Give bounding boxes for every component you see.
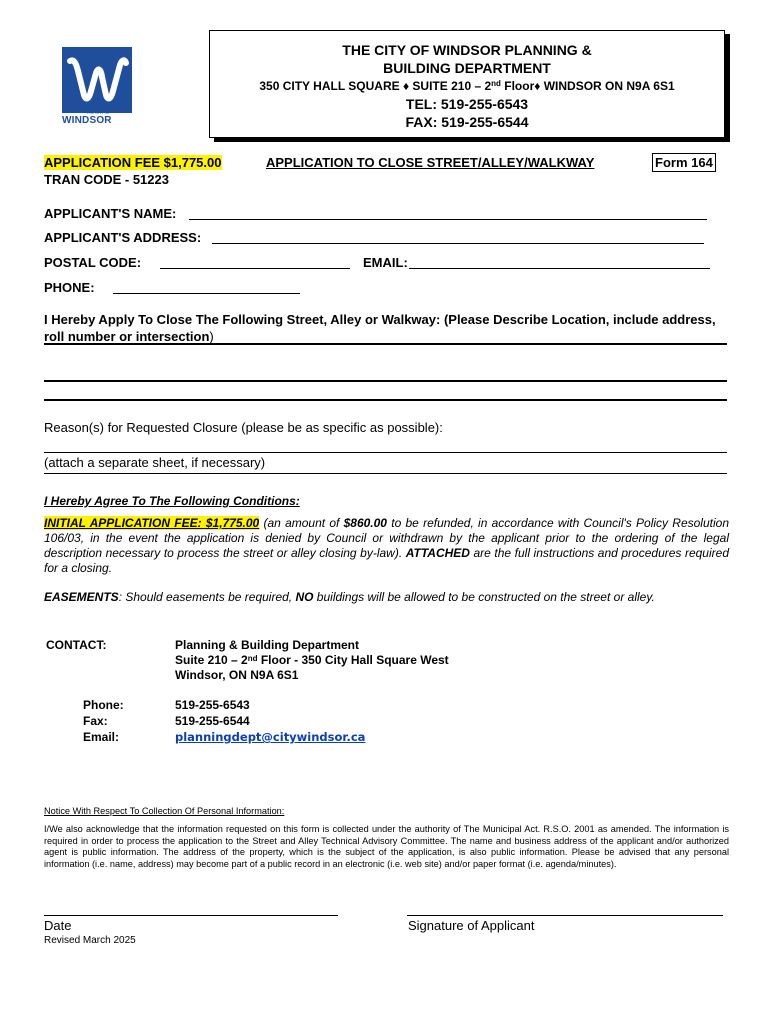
logo-small-text: THE CITY OF bbox=[86, 110, 111, 115]
notice-body: I/We also acknowledge that the information requested on this form is collected under the authority of The Municipal Act. R.S.O. 2001 as amended. The information is required in order to process the application to the Street and Alley Technical Advisory Committee. The name and business address of the applicant and/or authorized agent is public information. The address of the property, which is the subject of the application, is also public information. Please be advised that any personal information (i.e. name, address) may become part of a public record in an electronic (i.e. web site) and/or paper format (i.e. agenda/minutes). bbox=[44, 824, 729, 869]
logo-wordmark: WINDSOR bbox=[62, 115, 112, 126]
applicant-address-label: APPLICANT'S ADDRESS: bbox=[44, 230, 202, 245]
contact-label: CONTACT: bbox=[46, 638, 107, 652]
attach-note: (attach a separate sheet, if necessary) bbox=[44, 455, 266, 470]
contact-phone-label: Phone: bbox=[83, 698, 124, 712]
phone-field[interactable] bbox=[113, 293, 300, 294]
application-fee-block bbox=[44, 154, 222, 188]
contact-email-link[interactable]: planningdept@citywindsor.ca bbox=[175, 730, 366, 744]
location-line-3[interactable] bbox=[44, 399, 727, 401]
date-label: Date bbox=[44, 918, 72, 933]
reasons-label: Reason(s) for Requested Closure (please be as specific as possible): bbox=[44, 420, 443, 435]
department-name-line2: BUILDING DEPARTMENT bbox=[383, 60, 551, 76]
location-line-2[interactable] bbox=[44, 380, 727, 382]
contact-address: Planning & Building Department Suite 210 – 2nd Floor - 350 City Hall Square West Windsor, ON N9A 6S1 bbox=[175, 638, 449, 682]
form-number: Form 164 bbox=[652, 153, 716, 172]
department-name-line1: THE CITY OF WINDSOR PLANNING & bbox=[342, 42, 592, 58]
department-fax: FAX: 519-255-6544 bbox=[405, 114, 529, 130]
application-fee: APPLICATION FEE $1,775.00 bbox=[44, 155, 222, 170]
revised-date: Revised March 2025 bbox=[44, 935, 136, 946]
email-field[interactable] bbox=[409, 268, 710, 269]
postal-code-label: POSTAL CODE: bbox=[44, 255, 142, 270]
signature-field[interactable] bbox=[407, 915, 723, 916]
contact-fax-label: Fax: bbox=[83, 714, 108, 728]
applicant-address-field[interactable] bbox=[212, 243, 704, 244]
city-of-windsor-logo bbox=[62, 47, 132, 133]
department-tel: TEL: 519-255-6543 bbox=[405, 96, 529, 112]
contact-fax: 519-255-6544 bbox=[175, 714, 250, 728]
postal-code-field[interactable] bbox=[160, 268, 350, 269]
applicant-name-field[interactable] bbox=[189, 219, 707, 220]
windsor-w-emblem-icon bbox=[62, 47, 132, 113]
contact-email-label: Email: bbox=[83, 730, 120, 744]
phone-label: PHONE: bbox=[44, 280, 95, 295]
reasons-field[interactable] bbox=[44, 452, 727, 453]
applicant-name-label: APPLICANT'S NAME: bbox=[44, 206, 177, 221]
apply-statement: I Hereby Apply To Close The Following Street, Alley or Walkway: (Please Describe Location, include address, roll number or intersection) bbox=[44, 312, 716, 344]
contact-labels bbox=[83, 697, 124, 745]
easements-paragraph: EASEMENTS: Should easements be required, NO buildings will be allowed to be constructed on the street or alley. bbox=[44, 590, 655, 604]
conditions-heading: I Hereby Agree To The Following Conditions: bbox=[44, 494, 300, 508]
tran-code: TRAN CODE - 51223 bbox=[44, 172, 169, 187]
contact-values bbox=[175, 697, 365, 745]
email-label: EMAIL: bbox=[363, 255, 408, 270]
notice-heading: Notice With Respect To Collection Of Personal Information: bbox=[44, 806, 285, 816]
department-address: 350 CITY HALL SQUARE ♦ SUITE 210 – 2nd Floor♦ WINDSOR ON N9A 6S1 bbox=[259, 79, 675, 93]
reasons-field-2[interactable] bbox=[44, 473, 727, 474]
location-line-1[interactable] bbox=[44, 343, 727, 345]
form-title: APPLICATION TO CLOSE STREET/ALLEY/WALKWAY bbox=[266, 155, 595, 170]
initial-fee-paragraph: INITIAL APPLICATION FEE: $1,775.00 (an amount of $860.00 to be refunded, in accordance with Council's Policy Resolution 106/03, in the event the application is denied by Council or withdrawn by the applicant prior to the ordering of the legal description necessary to process the street or alley closing by-law). ATTACHED are the full instructions and procedures required for a closing. bbox=[44, 516, 729, 575]
signature-label: Signature of Applicant bbox=[408, 918, 535, 933]
header-box bbox=[209, 30, 725, 138]
date-field[interactable] bbox=[44, 915, 338, 916]
contact-phone: 519-255-6543 bbox=[175, 698, 250, 712]
